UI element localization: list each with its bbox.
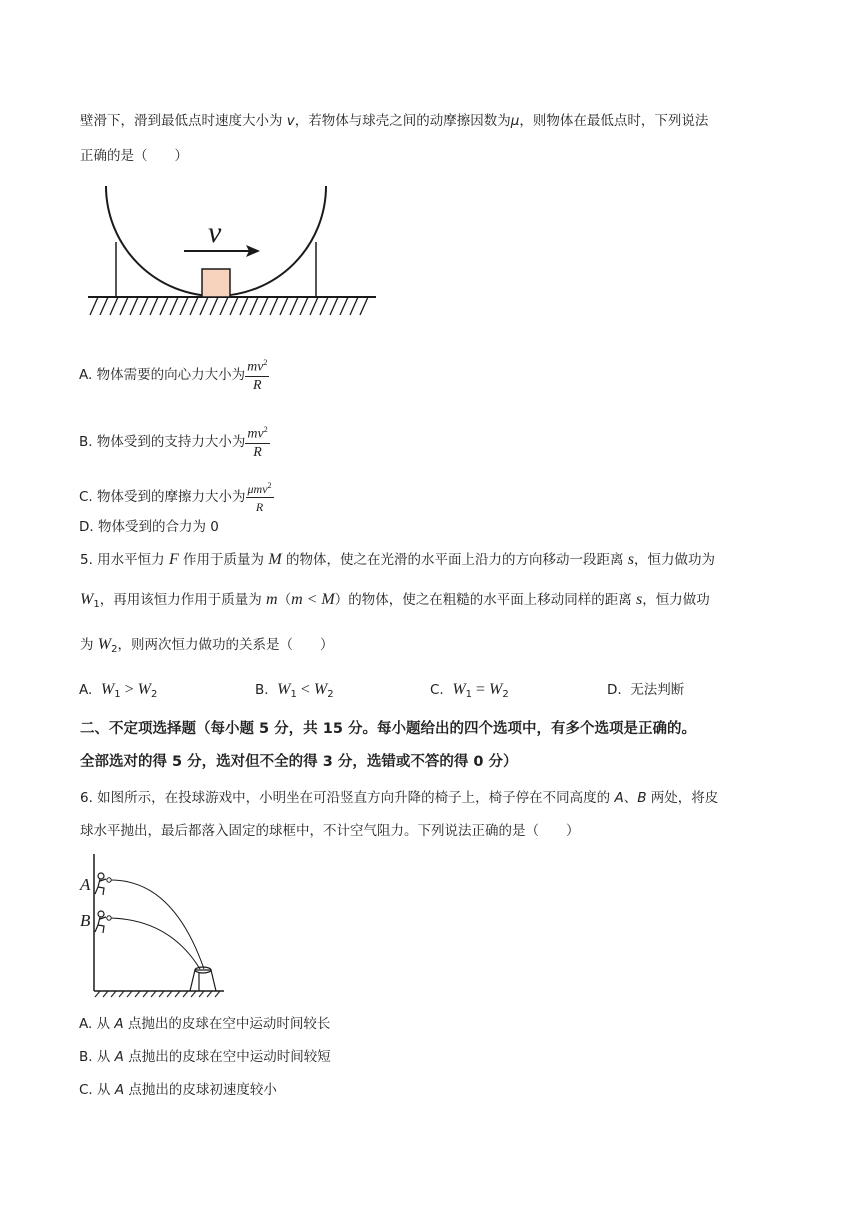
thrower-b-icon	[95, 911, 106, 933]
label-a: A	[80, 875, 91, 894]
q6-stem-line-1: 6. 如图所示，在投球游戏中，小明坐在可沿竖直方向升降的椅子上，椅子停在不同高度的 A、B 两处，将皮	[80, 790, 719, 806]
basket-icon	[190, 967, 216, 991]
ball-a	[107, 878, 111, 882]
section-2-heading-line-2: 全部选对的得 5 分，选对但不全的得 3 分，选错或不答的得 0 分）	[80, 754, 518, 770]
q6-option-b[interactable]: B. 从 A 点抛出的皮球在空中运动时间较短	[79, 1049, 331, 1065]
q5-choice-c[interactable]: C. $W_1 = W_2$	[430, 681, 509, 700]
ground-hatching	[90, 297, 368, 315]
q6-stem-line-2: 球水平抛出，最后都落入固定的球框中，不计空气阻力。下列说法正确的是（ ）	[80, 823, 580, 839]
trajectory-b	[111, 918, 200, 969]
q6-option-c[interactable]: C. 从 A 点抛出的皮球初速度较小	[79, 1082, 277, 1098]
label-b: B	[80, 911, 91, 930]
section-2-heading-line-1: 二、不定项选择题（每小题 5 分，共 15 分。每小题给出的四个选项中，有多个选项是正确的。	[80, 721, 696, 737]
q5-stem-line-1: 5. 用水平恒力 F 作用于质量为 M 的物体，使之在光滑的水平面上沿力的方向移动一段距离 s，恒力做功为	[80, 551, 715, 568]
block	[202, 269, 230, 297]
q4-option-c[interactable]: C. 物体受到的摩擦力大小为 $\frac{\mu mv^2}{R}$	[79, 478, 274, 516]
spherical-shell-figure	[84, 180, 379, 320]
q5-stem-line-2: $W_1$，再用该恒力作用于质量为 m（m < M）的物体，使之在粗糙的水平面上移动同样的距离 s，恒力做功	[80, 591, 710, 610]
velocity-label: v	[208, 216, 222, 249]
q5-choice-d[interactable]: D. 无法判断	[607, 682, 685, 698]
q4-stem-line-1: 壁滑下，滑到最低点时速度大小为 v，若物体与球壳之间的动摩擦因数为μ，则物体在最低点时，下列说法	[80, 113, 709, 129]
q4-option-b[interactable]: B. 物体受到的支持力大小为 $\frac{mv^2}{R}$	[79, 422, 270, 462]
fraction-mv2-over-r: $\frac{mv^2}{R}$	[245, 422, 269, 462]
q4-stem-line-2: 正确的是（ ）	[80, 148, 188, 164]
q5-stem-line-3: 为 $W_2$，则两次恒力做功的关系是（ ）	[80, 636, 334, 655]
q4-option-d[interactable]: D. 物体受到的合力为 0	[79, 519, 219, 535]
velocity-symbol: v	[286, 113, 295, 129]
q5-choice-a[interactable]: A. $W_1 > W_2$	[79, 681, 158, 700]
thrower-a-icon	[95, 873, 106, 895]
ball-b	[107, 916, 111, 920]
ball-throw-figure	[78, 852, 228, 1000]
fraction-mumv2-over-r: $\frac{\mu mv^2}{R}$	[246, 478, 274, 516]
q6-option-a[interactable]: A. 从 A 点抛出的皮球在空中运动时间较长	[79, 1016, 331, 1032]
q4-option-a[interactable]: A. 物体需要的向心力大小为 $\frac{mv^2}{R}$	[79, 355, 269, 395]
q5-choice-b[interactable]: B. $W_1 < W_2$	[255, 681, 334, 700]
friction-coefficient-symbol: μ	[510, 113, 520, 129]
fraction-mv2-over-r: $\frac{mv^2}{R}$	[245, 355, 269, 395]
ground-hatching	[95, 991, 220, 997]
